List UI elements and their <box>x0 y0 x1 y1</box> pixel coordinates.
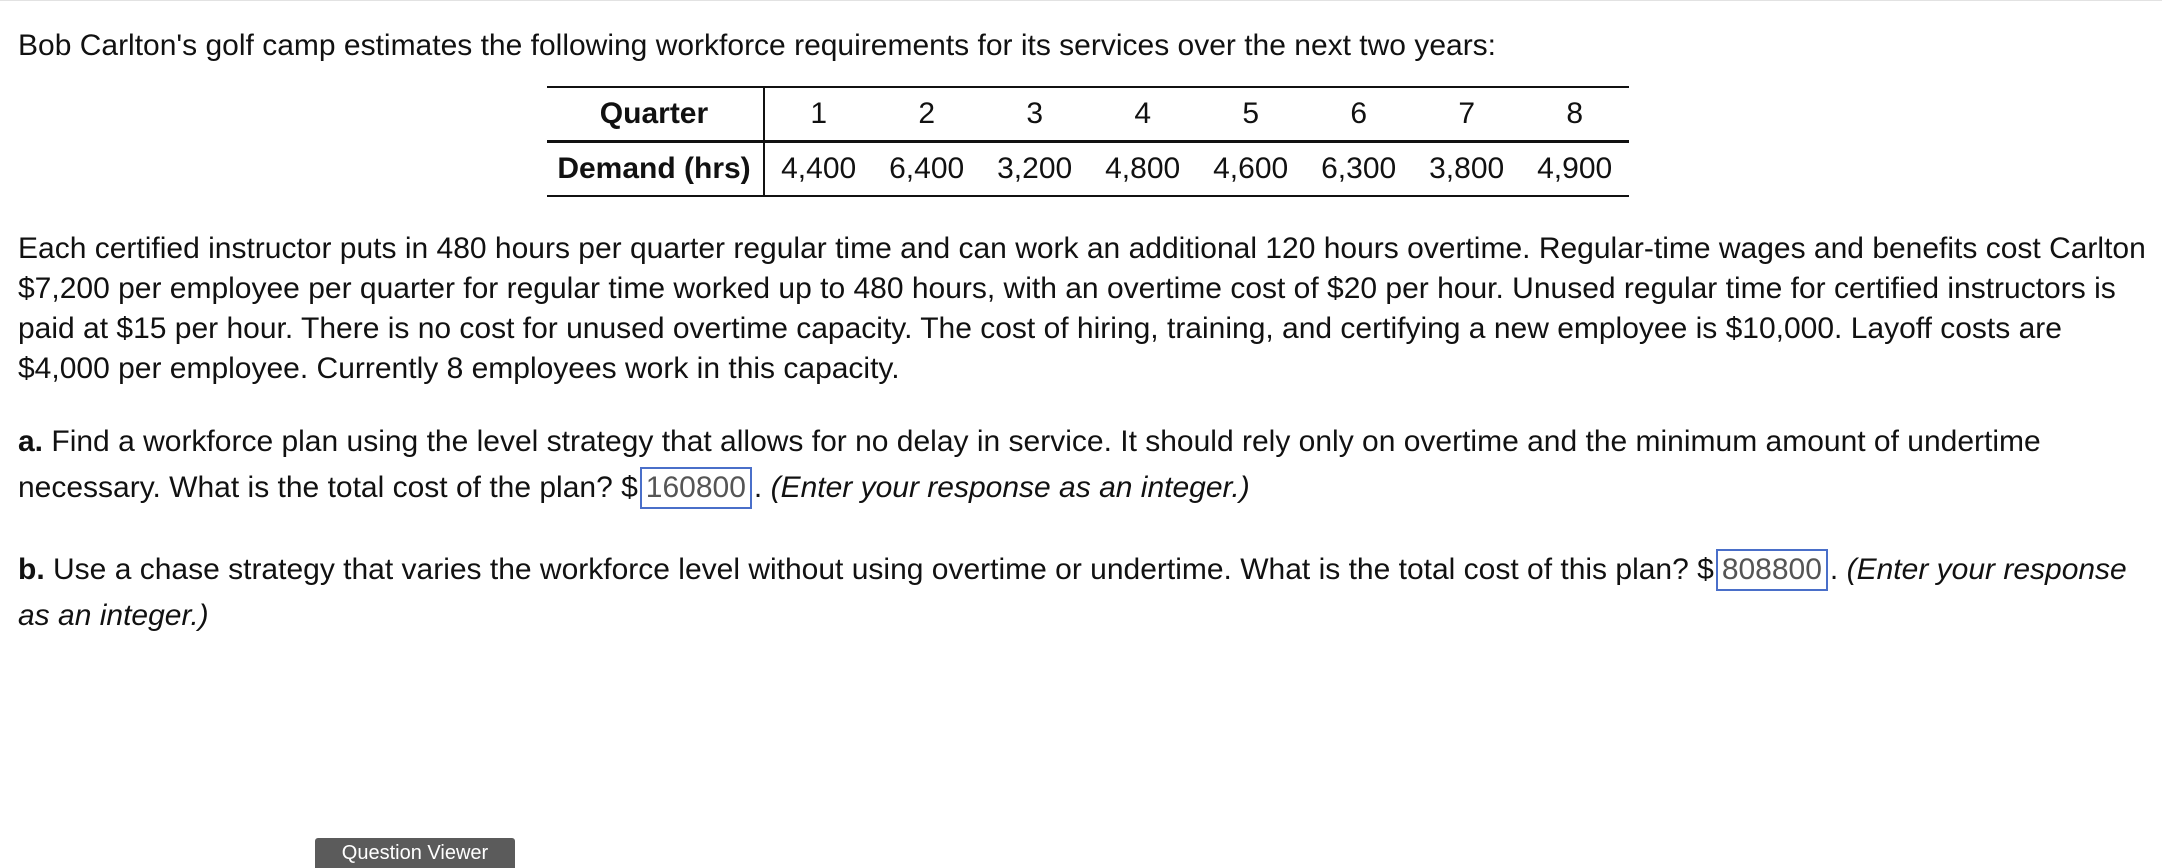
quarter-cell: 3 <box>981 87 1089 142</box>
quarter-cell: 1 <box>764 87 873 142</box>
answer-a-field[interactable]: 160800 <box>640 467 752 509</box>
question-b <box>18 547 2148 639</box>
question-content <box>18 26 2148 639</box>
table-wrapper <box>18 86 2148 197</box>
demand-cell: 6,400 <box>873 142 981 197</box>
demand-cell: 4,900 <box>1521 142 1629 197</box>
demand-cell: 4,800 <box>1089 142 1197 197</box>
question-a-period: . <box>753 471 763 504</box>
top-divider <box>0 0 2162 1</box>
question-b-text: Use a chase strategy that varies the workforce level without using overtime or undertime. What is the total cost of this plan? $ <box>53 553 1714 586</box>
question-a-text: Find a workforce plan using the level strategy that allows for no delay in service. It should rely only on overtime and the minimum amount of undertime necessary. What is the total cost of the plan? $ <box>18 425 2041 504</box>
quarter-cell: 2 <box>873 87 981 142</box>
question-viewer-button[interactable]: Question Viewer <box>315 838 515 868</box>
quarter-row <box>547 87 1628 142</box>
demand-row <box>547 142 1628 197</box>
problem-description: Each certified instructor puts in 480 hours per quarter regular time and can work an additional 120 hours overtime. Regular-time wages and benefits cost Carlton $7,200 per employee per quarter for regular time worked up to 480 hours, with an overtime cost of $20 per hour. Unused regular time for certified instructors is paid at $15 per hour. There is no cost for unused overtime capacity. The cost of hiring, training, and certifying a new employee is $10,000. Layoff costs are $4,000 per employee. Currently 8 employees work in this capacity. <box>18 232 2146 385</box>
question-b-hint: (Enter your response as an integer.) <box>18 553 2127 632</box>
quarter-header: Quarter <box>547 87 763 142</box>
demand-cell: 4,600 <box>1197 142 1305 197</box>
quarter-cell: 6 <box>1305 87 1413 142</box>
demand-table <box>547 86 1628 197</box>
question-a-hint: (Enter your response as an integer.) <box>770 471 1250 504</box>
quarter-cell: 5 <box>1197 87 1305 142</box>
quarter-cell: 7 <box>1413 87 1521 142</box>
question-a <box>18 419 2148 511</box>
demand-cell: 3,200 <box>981 142 1089 197</box>
demand-cell: 6,300 <box>1305 142 1413 197</box>
question-b-period: . <box>1829 553 1839 586</box>
quarter-cell: 4 <box>1089 87 1197 142</box>
question-b-label: b. <box>18 553 45 586</box>
demand-header: Demand (hrs) <box>547 142 763 197</box>
demand-cell: 3,800 <box>1413 142 1521 197</box>
question-a-label: a. <box>18 425 44 458</box>
intro-text: Bob Carlton's golf camp estimates the following workforce requirements for its services over the next two years: <box>18 29 1497 62</box>
answer-b-field[interactable]: 808800 <box>1716 549 1828 591</box>
quarter-cell: 8 <box>1521 87 1629 142</box>
demand-cell: 4,400 <box>764 142 873 197</box>
